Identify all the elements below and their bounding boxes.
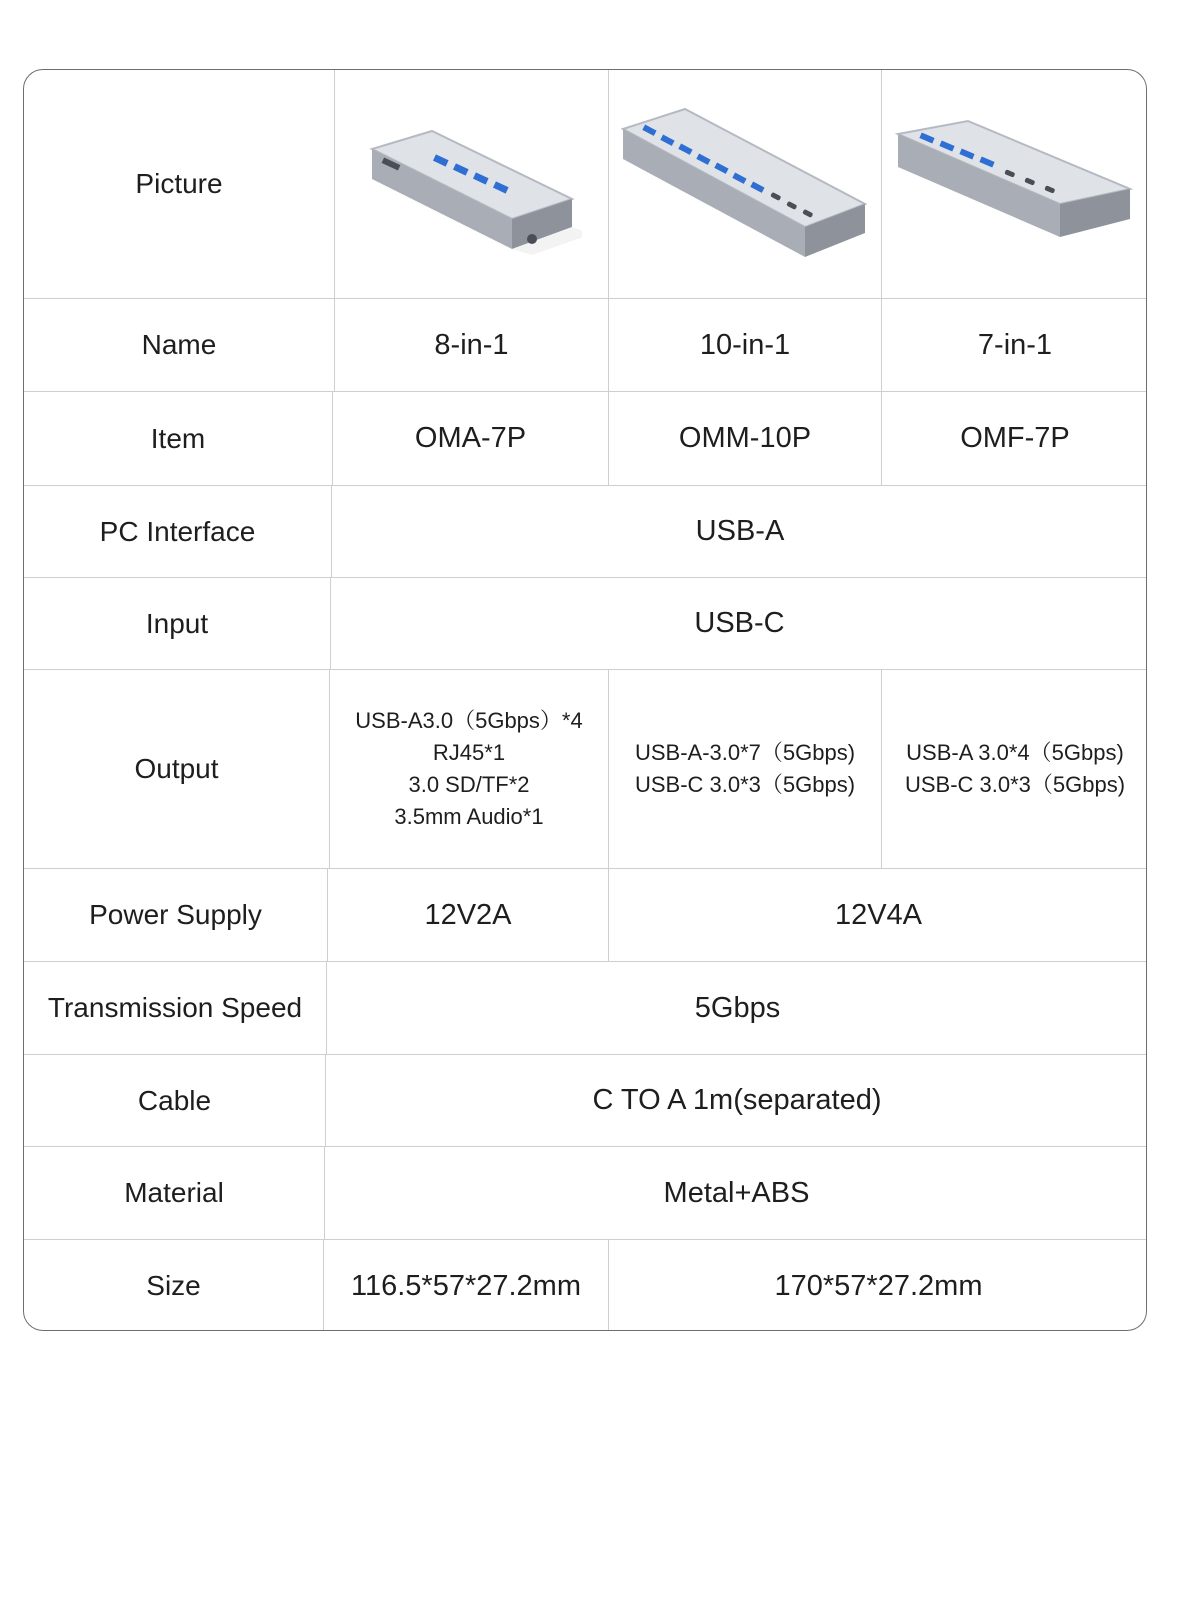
output-line: USB-A-3.0*7（5Gbps) <box>634 740 856 765</box>
row-pc-interface <box>24 486 1146 578</box>
input-value: USB-C <box>330 578 1147 669</box>
label-material: Material <box>124 1177 224 1208</box>
label-picture: Picture <box>135 168 223 199</box>
row-material <box>24 1147 1146 1240</box>
output-10in1 <box>608 670 881 868</box>
output-line: 3.5mm Audio*1 <box>394 804 544 829</box>
output-line: USB-C 3.0*3（5Gbps) <box>634 772 856 797</box>
output-line: 3.0 SD/TF*2 <box>408 772 530 797</box>
output-8in1 <box>329 670 608 868</box>
picture-8in1 <box>334 70 608 298</box>
transmission-speed-value: 5Gbps <box>326 962 1147 1054</box>
label-output: Output <box>134 753 219 784</box>
comparison-table <box>23 69 1147 1331</box>
size-others: 170*57*27.2mm <box>608 1240 1147 1331</box>
power-supply-others: 12V4A <box>608 869 1147 961</box>
power-supply-8in1: 12V2A <box>327 869 608 961</box>
size-8in1: 116.5*57*27.2mm <box>323 1240 608 1331</box>
label-cable: Cable <box>137 1084 212 1116</box>
label-pc-interface: PC Interface <box>99 515 256 547</box>
hub-8in1-image <box>362 109 582 259</box>
label-name: Name <box>141 329 217 360</box>
item-7in1: OMF-7P <box>881 392 1147 485</box>
hub-7in1-image <box>890 109 1140 259</box>
label-power-supply: Power Supply <box>89 899 262 930</box>
output-line: USB-C 3.0*3（5Gbps) <box>904 772 1126 797</box>
output-line: USB-A 3.0*4（5Gbps) <box>906 740 1124 765</box>
row-size <box>24 1240 1146 1331</box>
name-8in1: 8-in-1 <box>334 299 608 391</box>
item-10in1: OMM-10P <box>608 392 881 485</box>
row-transmission-speed <box>24 962 1146 1055</box>
material-value: Metal+ABS <box>324 1147 1147 1239</box>
label-input: Input <box>145 607 209 639</box>
pc-interface-value: USB-A <box>331 486 1147 577</box>
item-8in1: OMA-7P <box>332 392 608 485</box>
label-transmission-speed: Transmission Speed <box>47 992 303 1023</box>
picture-7in1 <box>881 70 1147 298</box>
row-name <box>24 299 1146 392</box>
name-10in1: 10-in-1 <box>608 299 881 391</box>
row-power-supply <box>24 869 1146 962</box>
label-size: Size <box>146 1270 201 1301</box>
cable-value: C TO A 1m(separated) <box>325 1055 1147 1146</box>
name-7in1: 7-in-1 <box>881 299 1147 391</box>
row-item <box>24 392 1146 486</box>
output-line: RJ45*1 <box>432 740 506 765</box>
row-input <box>24 578 1146 670</box>
output-line: USB-A3.0（5Gbps）*4 <box>355 708 583 733</box>
row-picture <box>24 70 1146 299</box>
picture-10in1 <box>608 70 881 298</box>
output-7in1 <box>881 670 1147 868</box>
row-cable <box>24 1055 1146 1147</box>
label-item: Item <box>150 422 206 454</box>
row-output <box>24 670 1146 869</box>
hub-10in1-image <box>615 99 875 269</box>
